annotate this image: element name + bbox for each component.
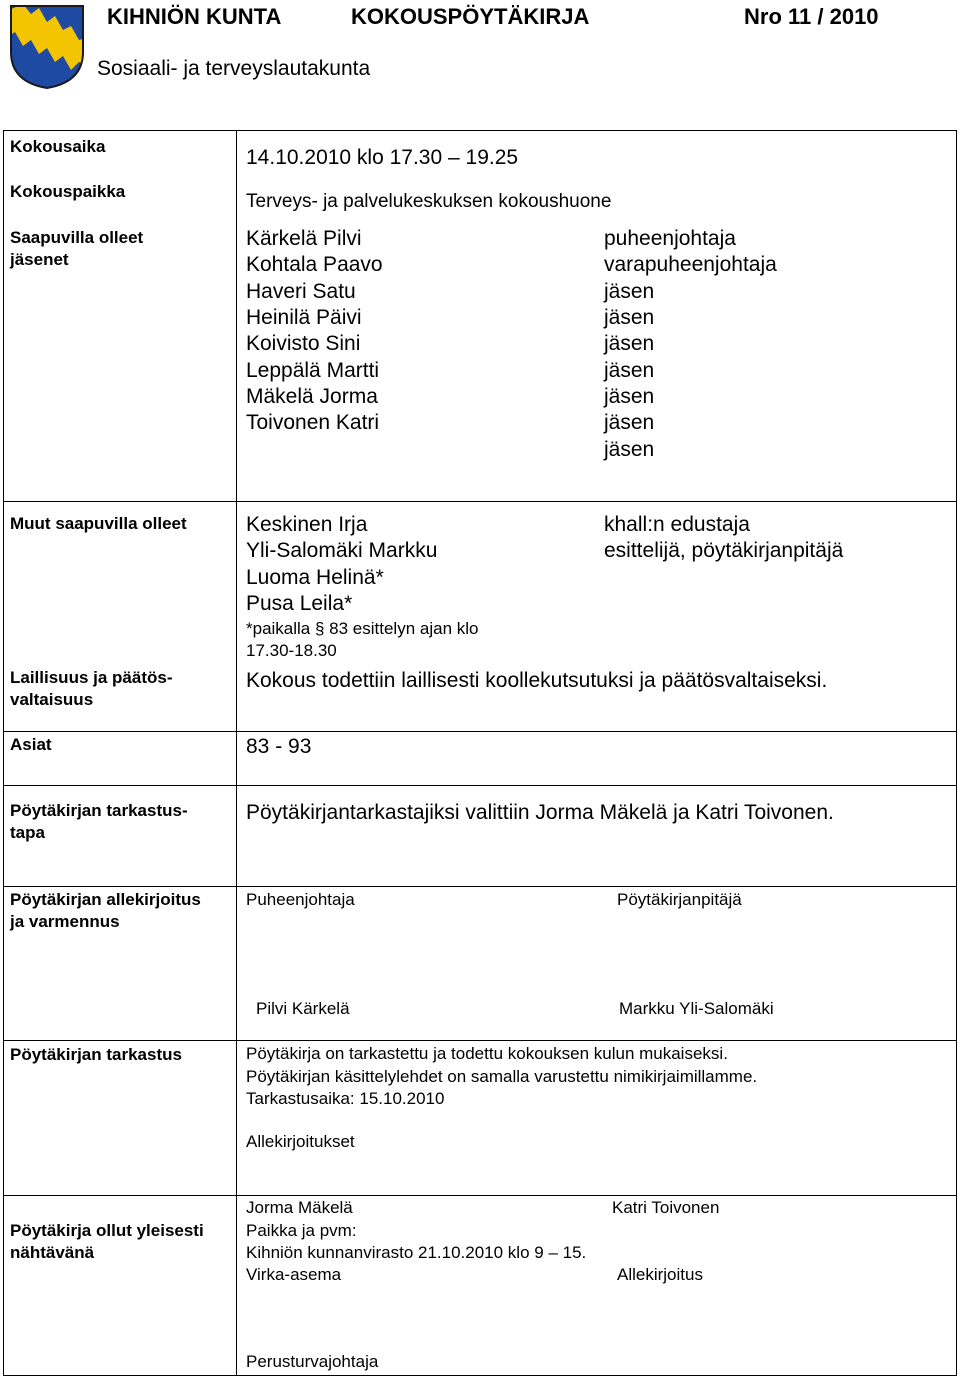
member-name: Mäkelä Jorma (246, 385, 378, 408)
member-name: Heinilä Päivi (246, 306, 362, 329)
member-role: puheenjohtaja (604, 227, 736, 250)
other-role: esittelijä, pöytäkirjanpitäjä (604, 539, 844, 562)
place-date-value: Kihniön kunnanvirasto 21.10.2010 klo 9 – 15. (246, 1243, 587, 1262)
members-present-label: jäsenet (10, 250, 69, 269)
meeting-time-value: 14.10.2010 klo 17.30 – 19.25 (246, 146, 519, 169)
row-divider (3, 886, 957, 887)
reviewer-name: Jorma Mäkelä (246, 1198, 353, 1217)
member-role: jäsen (604, 385, 655, 408)
legality-label: valtaisuus (10, 690, 94, 709)
review-label: Pöytäkirjan tarkastus (10, 1045, 182, 1064)
other-name: Luoma Helinä* (246, 566, 384, 589)
org-name: KIHNIÖN KUNTA (107, 4, 282, 29)
secretary-name: Markku Yli-Salomäki (619, 999, 774, 1018)
items-value: 83 - 93 (246, 735, 312, 758)
member-role: jäsen (604, 411, 655, 434)
member-name: Kärkelä Pilvi (246, 227, 362, 250)
attendance-note: *paikalla § 83 esittelyn ajan klo (246, 619, 479, 638)
minutes-table (3, 130, 957, 1376)
items-label: Asiat (10, 735, 52, 754)
signing-label: ja varmennus (10, 912, 120, 931)
others-present-label: Muut saapuvilla olleet (10, 514, 187, 533)
row-divider (3, 501, 957, 502)
member-name: Leppälä Martti (246, 359, 380, 382)
place-date-label: Paikka ja pvm: (246, 1221, 357, 1240)
row-divider (3, 1195, 957, 1196)
other-name: Keskinen Irja (246, 513, 368, 536)
committee-name: Sosiaali- ja terveyslautakunta (97, 57, 371, 80)
document-number: Nro 11 / 2010 (744, 4, 879, 29)
public-display-label: nähtävänä (10, 1243, 95, 1262)
row-divider (3, 1040, 957, 1041)
review-text: Pöytäkirjan käsittelylehdet on samalla varustettu nimikirjaimillamme. (246, 1067, 758, 1086)
signing-label: Pöytäkirjan allekirjoitus (10, 890, 201, 909)
attendance-note: 17.30-18.30 (246, 641, 337, 660)
reviewer-name: Katri Toivonen (612, 1198, 720, 1217)
chairman-name: Pilvi Kärkelä (256, 999, 350, 1018)
member-role: varapuheenjohtaja (604, 253, 777, 276)
review-text: Pöytäkirja on tarkastettu ja todettu kokouksen kulun mukaiseksi. (246, 1044, 728, 1063)
member-role: jäsen (604, 438, 655, 461)
member-role: jäsen (604, 332, 655, 355)
legality-value: Kokous todettiin laillisesti koollekutsutuksi ja päätösvaltaiseksi. (246, 669, 828, 692)
members-present-label: Saapuvilla olleet (10, 228, 144, 247)
member-name: Koivisto Sini (246, 332, 361, 355)
public-display-label: Pöytäkirja ollut yleisesti (10, 1221, 204, 1240)
review-method-label: tapa (10, 823, 45, 842)
signature-label: Allekirjoitus (617, 1265, 703, 1284)
review-date: Tarkastusaika: 15.10.2010 (246, 1089, 445, 1108)
document-type: KOKOUSPÖYTÄKIRJA (351, 4, 590, 29)
position-label: Virka-asema (246, 1265, 342, 1284)
signatures-label: Allekirjoitukset (246, 1132, 355, 1151)
member-name: Haveri Satu (246, 280, 356, 303)
meeting-place-label: Kokouspaikka (10, 182, 126, 201)
review-method-label: Pöytäkirjan tarkastus- (10, 801, 188, 820)
other-name: Yli-Salomäki Markku (246, 539, 438, 562)
member-name: Toivonen Katri (246, 411, 380, 434)
other-name: Pusa Leila* (246, 592, 353, 615)
member-role: jäsen (604, 359, 655, 382)
position-value: Perusturvajohtaja (246, 1352, 379, 1371)
member-name: Kohtala Paavo (246, 253, 383, 276)
member-role: jäsen (604, 306, 655, 329)
row-divider (3, 785, 957, 786)
other-role: khall:n edustaja (604, 513, 750, 536)
meeting-time-label: Kokousaika (10, 137, 106, 156)
secretary-role: Pöytäkirjanpitäjä (617, 890, 742, 909)
column-divider (236, 130, 237, 1376)
meeting-place-value: Terveys- ja palvelukeskuksen kokoushuone (246, 191, 612, 212)
review-method-value: Pöytäkirjantarkastajiksi valittiin Jorma Mäkelä ja Katri Toivonen. (246, 801, 834, 824)
legality-label: Laillisuus ja päätös- (10, 668, 173, 687)
coat-of-arms-logo (9, 4, 85, 90)
chairman-role: Puheenjohtaja (246, 890, 355, 909)
row-divider (3, 731, 957, 732)
member-role: jäsen (604, 280, 655, 303)
